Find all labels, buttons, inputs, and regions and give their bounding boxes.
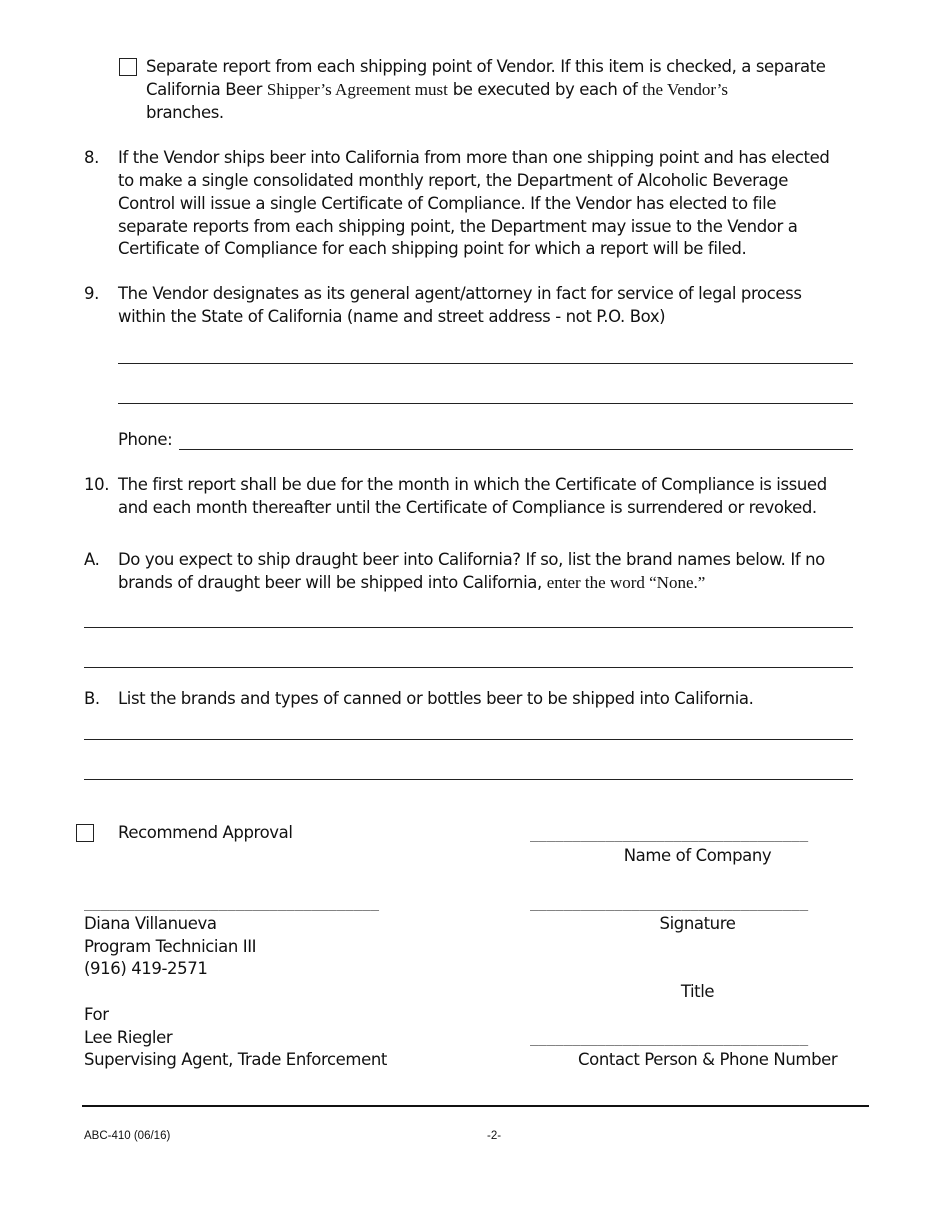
separate-report-checkbox[interactable] — [119, 58, 137, 76]
item10-line: The first report shall be due for the month in which the Certificate of Compliance is issued — [118, 475, 827, 494]
recommend-approval-checkbox[interactable] — [76, 824, 94, 842]
agent-phone-line[interactable] — [179, 449, 853, 450]
item8-line: Certificate of Compliance for each shipping point for which a report will be filed. — [118, 239, 747, 258]
draught-brands-line-2[interactable] — [84, 667, 853, 668]
item9-line: within the State of California (name and street address - not P.O. Box) — [118, 307, 666, 326]
separate-report-text-line1: Separate report from each shipping point of Vendor. If this item is checked, a separate — [146, 57, 826, 76]
signature-line[interactable]: _________________________________ — [530, 895, 809, 911]
item8-line: Control will issue a single Certificate of Compliance. If the Vendor has elected to file — [118, 194, 777, 213]
item10-line: and each month thereafter until the Certificate of Compliance is surrendered or revoked. — [118, 498, 817, 517]
item9-number: 9. — [84, 284, 99, 303]
itemA-line1: Do you expect to ship draught beer into California? If so, list the brand names below. If no — [118, 550, 825, 569]
approver-name: Diana Villanueva — [84, 914, 217, 933]
agent-phone-label: Phone: — [118, 430, 173, 449]
company-name-label: Name of Company — [623, 846, 772, 865]
separate-report-text-line2 — [146, 78, 728, 101]
separate-report-line2-part1: California Beer — [146, 80, 263, 99]
item8-line: separate reports from each shipping point, the Department may issue to the Vendor a — [118, 217, 798, 236]
separate-report-text-line3: branches. — [146, 103, 224, 122]
bottled-brands-line-2[interactable] — [84, 779, 853, 780]
itemA-line2 — [118, 571, 705, 594]
agent-address-line[interactable] — [118, 403, 853, 404]
itemA-line2-part2: enter the word “None.” — [546, 573, 706, 592]
page-number: -2- — [487, 1130, 502, 1142]
form-id: ABC-410 (06/16) — [84, 1130, 171, 1142]
contact-label: Contact Person & Phone Number — [578, 1050, 838, 1069]
itemA-letter: A. — [84, 550, 100, 569]
supervisor-name: Lee Riegler — [84, 1028, 173, 1047]
draught-brands-line-1[interactable] — [84, 627, 853, 628]
supervisor-title: Supervising Agent, Trade Enforcement — [84, 1050, 387, 1069]
for-label: For — [84, 1005, 109, 1024]
recommend-approval-label: Recommend Approval — [118, 823, 293, 842]
footer-divider — [82, 1105, 869, 1107]
approver-title: Program Technician III — [84, 937, 257, 956]
approver-signature-line[interactable]: ___________________________________ — [84, 895, 380, 911]
approver-phone: (916) 419-2571 — [84, 959, 208, 978]
separate-report-line2-part3: be executed by each of — [452, 80, 638, 99]
signature-label: Signature — [659, 914, 736, 933]
company-name-line[interactable]: _________________________________ — [530, 826, 809, 842]
item8-number: 8. — [84, 148, 99, 167]
separate-report-line2-part2: Shipper’s Agreement must — [266, 80, 448, 99]
item10-number: 10. — [84, 475, 110, 494]
item8-line: If the Vendor ships beer into California from more than one shipping point and has elected — [118, 148, 830, 167]
itemA-line2-part1: brands of draught beer will be shipped into California, — [118, 573, 542, 592]
itemB-line1: List the brands and types of canned or bottles beer to be shipped into California. — [118, 689, 754, 708]
contact-line[interactable]: _________________________________ — [530, 1030, 809, 1046]
itemB-letter: B. — [84, 689, 100, 708]
item9-line: The Vendor designates as its general agent/attorney in fact for service of legal process — [118, 284, 802, 303]
agent-name-line[interactable] — [118, 363, 853, 364]
title-label: Title — [680, 982, 715, 1001]
item8-line: to make a single consolidated monthly report, the Department of Alcoholic Beverage — [118, 171, 788, 190]
separate-report-line2-part4: the Vendor’s — [642, 80, 729, 99]
bottled-brands-line-1[interactable] — [84, 739, 853, 740]
